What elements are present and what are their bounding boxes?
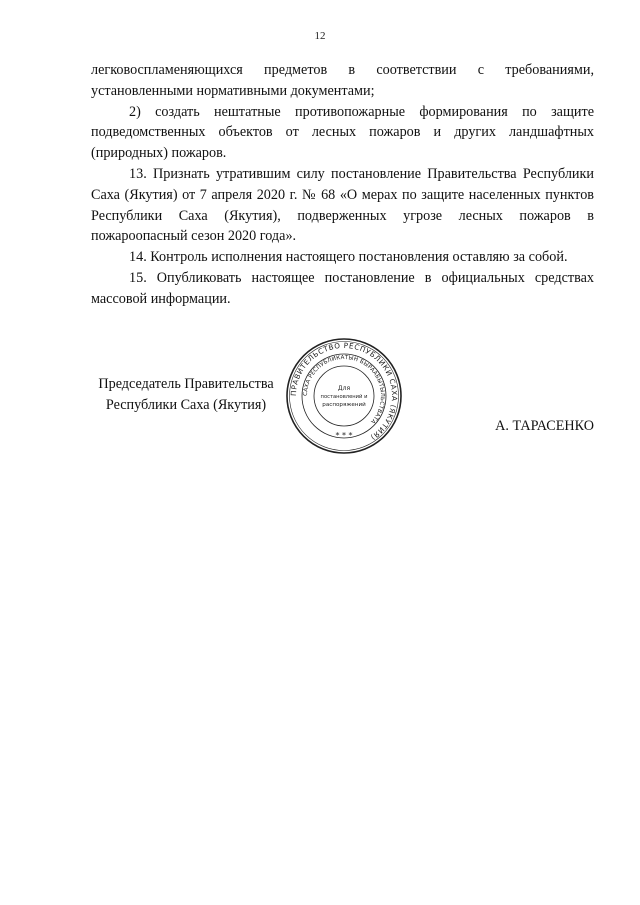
signer-title (91, 374, 281, 416)
seal-outer-text: ПРАВИТЕЛЬСТВО РЕСПУБЛИКИ САХА (ЯКУТИЯ) (288, 340, 400, 443)
paragraph-item-15: 15. Опубликовать настоящее постановление в официальных средствах массовой информации. (91, 269, 594, 307)
signer-name: А. ТАРАСЕНКО (495, 418, 594, 434)
signer-title-line2: Республики Саха (Якутия) (105, 396, 267, 413)
seal-center-line1: Для (337, 385, 351, 392)
page-number: 12 (314, 30, 326, 42)
signature-block (91, 340, 594, 484)
paragraph-continuation: легковоспламеняющихся предметов в соответствии с требованиями, установленными нормативными документами; (91, 62, 594, 99)
seal-center-line2: постановлений и (320, 394, 368, 400)
document-body (91, 60, 594, 310)
paragraph-item-2: 2) создать нештатные противопожарные формирования по защите подведомственных объектов от лесных пожаров и других ландшафтных (природных) пожаров. (91, 103, 594, 162)
paragraph-item-13: 13. Признать утратившим силу постановление Правительства Республики Саха (Якутия) от 7 апреля 2020 г. № 68 «О мерах по защите населенных пунктов Республики Саха (Якутия), подверженных угрозе лесных пожаров в пожароопасный сезон 2020 года». (91, 165, 594, 245)
seal-center-line3: распоряжений (322, 402, 366, 408)
official-seal (284, 336, 404, 456)
seal-inner-text: САХА РЕСПУБЛИКАТЫН БЫРААБЫТЫЛЬСТВАТА (302, 354, 386, 425)
paragraph-item-14: 14. Контроль исполнения настоящего постановления оставляю за собой. (129, 249, 568, 266)
seal-stars: * * * (335, 431, 353, 440)
signer-title-line1: Председатель Правительства (98, 376, 274, 392)
